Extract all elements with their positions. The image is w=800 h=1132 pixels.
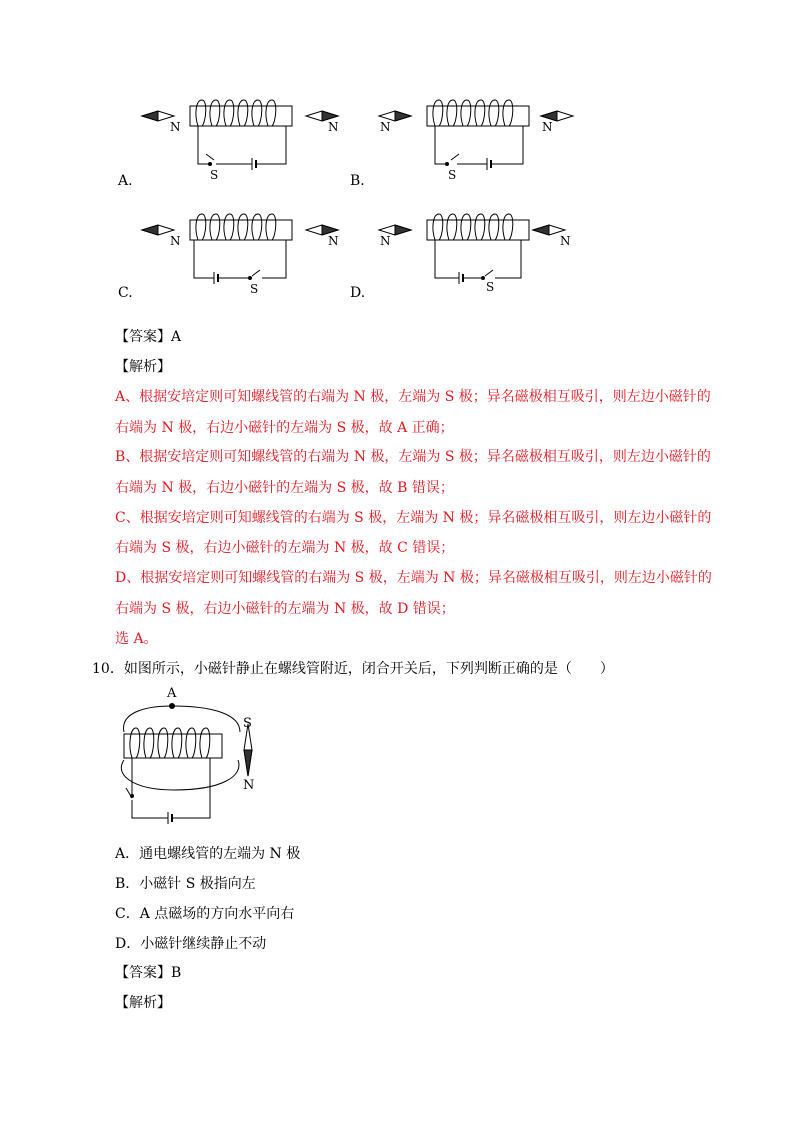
figure-option-a	[140, 96, 360, 186]
analysis-line: A、根据安培定则可知螺线管的右端为 N 极，左端为 S 极；异名磁极相互吸引，则左边小磁针的	[115, 389, 711, 405]
question-number: 10．	[92, 661, 124, 677]
q9-analysis-label: 【解析】	[115, 359, 171, 375]
option-a-label: A.	[118, 173, 133, 189]
option-c-label: C.	[118, 285, 133, 301]
q10-analysis-label: 【解析】	[115, 995, 171, 1011]
analysis-line: 右端为 S 极，右边小磁针的左端为 N 极，故 D 错误；	[115, 601, 455, 617]
right-needle-label: N	[328, 234, 339, 248]
switch-label: S	[210, 168, 219, 182]
left-needle-label: N	[380, 234, 391, 248]
right-needle-label: N	[542, 120, 553, 134]
option-b: B．小磁针 S 极指向左	[115, 876, 256, 892]
analysis-line: B、根据安培定则可知螺线管的右端为 N 极，左端为 S 极；异名磁极相互吸引，则左边小磁针的	[115, 449, 711, 465]
point-a-label: A	[167, 686, 177, 701]
answer-label: 【答案】	[115, 329, 171, 345]
q10-answer	[115, 962, 181, 982]
answer-label: 【答案】	[115, 965, 171, 981]
q10-stem	[92, 658, 614, 678]
figure-option-b	[375, 96, 595, 186]
question-text: 如图所示，小磁针静止在螺线管附近，闭合开关后，下列判断正确的是（ ）	[123, 661, 614, 677]
figure-option-d	[375, 210, 595, 300]
needle-bottom-label: N	[243, 778, 255, 793]
switch-label: S	[250, 282, 259, 296]
analysis-line: 右端为 N 极，右边小磁针的左端为 S 极，故 B 错误；	[115, 480, 454, 496]
field-line-top	[124, 706, 240, 732]
option-b-label: B.	[350, 173, 365, 189]
q10-figure	[112, 684, 272, 834]
analysis-line: C、根据安培定则可知螺线管的右端为 S 极，左端为 N 极；异名磁极相互吸引，则左边小磁针的	[115, 510, 712, 526]
analysis-line: 右端为 N 极，右边小磁针的左端为 S 极，故 A 正确；	[115, 420, 454, 436]
field-line-bottom	[121, 760, 239, 790]
option-c: C．A 点磁场的方向水平向右	[115, 906, 295, 922]
answer-value: A	[171, 329, 182, 345]
q9-answer	[115, 326, 181, 346]
switch-label: S	[448, 168, 457, 182]
right-needle-label: N	[560, 234, 571, 248]
analysis-line: 选 A。	[115, 631, 158, 647]
option-a: A．通电螺线管的左端为 N 极	[115, 846, 301, 862]
analysis-line: D、根据安培定则可知螺线管的右端为 S 极，左端为 N 极；异名磁极相互吸引，则左边小磁针的	[115, 570, 712, 586]
analysis-line: 右端为 S 极，右边小磁针的左端为 N 极，故 C 错误；	[115, 540, 455, 556]
option-d-label: D.	[350, 285, 366, 301]
switch-label: S	[486, 280, 495, 294]
answer-value: B	[171, 965, 182, 981]
left-needle-label: N	[380, 120, 391, 134]
point-a-dot	[170, 704, 175, 709]
option-d: D．小磁针继续静止不动	[115, 936, 267, 952]
left-needle-label: N	[170, 120, 181, 134]
right-needle-label: N	[328, 120, 339, 134]
left-needle-label: N	[170, 234, 181, 248]
needle-top-label: S	[243, 716, 252, 731]
